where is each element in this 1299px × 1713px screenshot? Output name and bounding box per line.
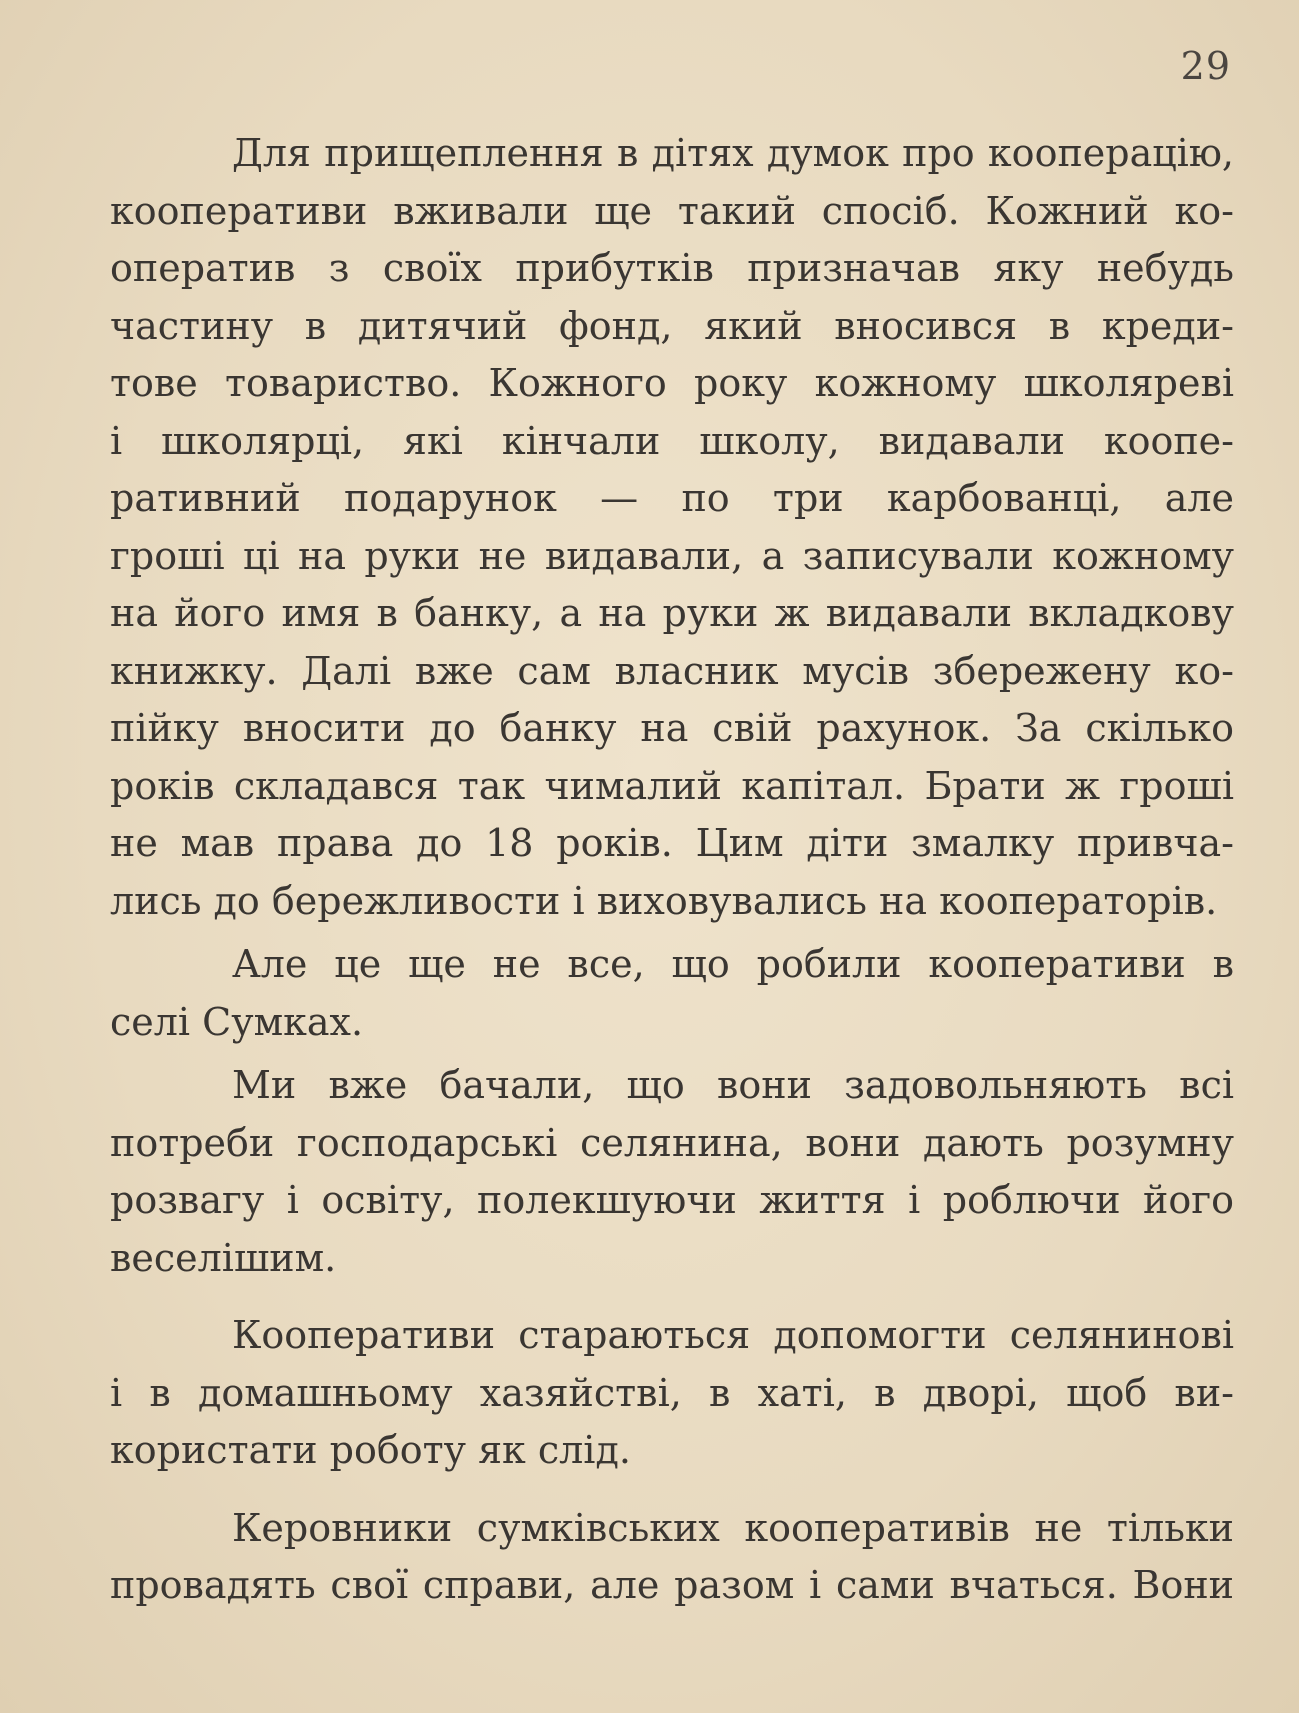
paragraph-5 [110,1500,1234,1615]
text-line: селі Сумках. [110,999,364,1044]
text-line: і школярці, які кінчали школу, видавали коопе- [110,418,1234,463]
paragraph-2 [110,936,1234,1051]
text-line: лись до бережливости і виховувались на кооператорів. [110,878,1218,923]
paragraph-spacer [110,1287,1234,1307]
text-line: Але це ще не все, що робили кооперативи в [232,942,1234,986]
text-line: на його имя в банку, а на руки ж видавали вкладкову [110,591,1234,635]
paragraph-1 [110,125,1234,930]
text-line: Для прищеплення в дітях думок про кооперацію, [232,131,1234,175]
text-line: частину в дитячий фонд, який вносився в креди- [110,303,1234,348]
text-line: тове товариство. Кожного року кожному школяреві [110,361,1234,405]
body-text [110,125,1234,1615]
paragraph-4 [110,1307,1234,1480]
text-line: і в домашньому хазяйстві, в хаті, в дворі, щоб ви- [110,1370,1234,1415]
paragraph-3 [110,1057,1234,1287]
text-line: потреби господарські селянина, вони дають розумну [110,1120,1234,1165]
text-line: гроші ці на руки не видавали, а записували кожному [110,533,1234,578]
text-line: оператив з своїх прибутків призначав яку небудь [110,246,1234,290]
text-line: Ми вже бачали, що вони задовольняють всі [232,1063,1234,1107]
text-line: книжку. Далі вже сам власник мусів збережену ко- [110,648,1234,693]
text-line: Керовники сумківських кооперативів не тільки [232,1505,1234,1550]
paragraph-spacer [110,1480,1234,1500]
text-line: ративний подарунок — по три карбованці, але [110,476,1234,520]
text-line: провадять свої справи, але разом і сами вчаться. Вони [110,1563,1234,1607]
text-line: користати роботу як слід. [110,1428,631,1472]
text-line: Кооперативи стараються допомогти селянинові [232,1313,1234,1357]
text-line: розвагу і освіту, полекшуючи життя і роблючи його [110,1178,1234,1222]
text-line: кооперативи вживали ще такий спосіб. Кожний ко- [110,188,1234,233]
page-number: 29 [1180,44,1231,88]
text-line: не мав права до 18 років. Цим діти змалку привча- [110,821,1234,865]
text-line: пійку вносити до банку на свій рахунок. За скілько [110,706,1234,750]
text-line: років складався так чималий капітал. Брати ж гроші [110,763,1234,808]
text-line: веселішим. [110,1235,337,1280]
